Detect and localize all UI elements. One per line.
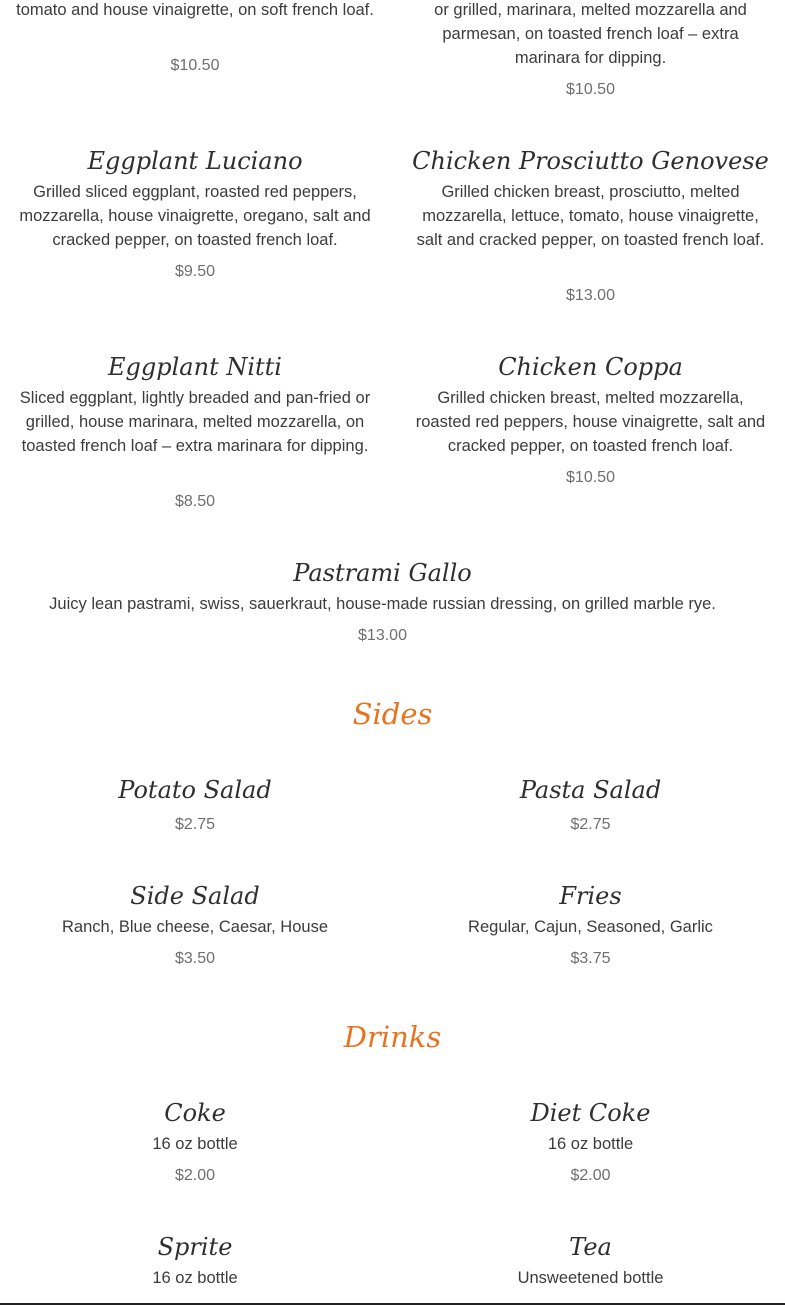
menu-item-name: Chicken Coppa [498,353,683,381]
section-title-drinks: Drinks [343,1020,442,1054]
menu-item-name: Coke [164,1099,226,1127]
menu-item-description: Ranch, Blue cheese, Caesar, House [62,918,328,936]
menu-item-description: 16 oz bottle [547,1135,634,1153]
menu-item-description: Grilled chicken breast, prosciutto, melted mozzarella, lettuce, tomato, house vinaigrette, salt and cracked pepper, on toasted french loaf. [416,183,765,249]
menu-item-name: Pasta Salad [519,776,662,804]
menu-item-name: Eggplant Luciano [87,147,303,175]
menu-item-name: Chicken Prosciutto Genovese [412,147,769,175]
menu-item-description: or grilled, marinara, melted mozzarella and parmesan, on toasted french loaf – extra marinara for dipping. [434,1,747,67]
menu-item-price: $2.75 [174,816,216,833]
menu-item-description: Grilled sliced eggplant, roasted red peppers, mozzarella, house vinaigrette, oregano, salt and cracked pepper, on toasted french loaf. [19,183,371,249]
menu-item-price: $13.00 [566,287,615,304]
menu-item-name: Eggplant Nitti [108,353,282,381]
menu-item-description: Unsweetened bottle [517,1269,664,1287]
menu-item-price: $2.00 [570,1167,611,1184]
menu-item-name: Side Salad [130,882,260,910]
menu-item-description: Sliced eggplant, lightly breaded and pan-fried or grilled, house marinara, melted mozzarella, on toasted french loaf – extra marinara for dipping. [19,389,371,455]
menu-item-price: $9.50 [174,263,216,280]
menu-item-description: tomato and house vinaigrette, on soft french loaf. [16,1,374,19]
menu-item-price: $13.00 [358,627,407,644]
menu-item-description: Regular, Cajun, Seasoned, Garlic [468,918,713,936]
menu-item-name: Fries [559,882,622,910]
menu-item-price: $3.50 [174,950,216,967]
menu-item-name: Tea [569,1233,612,1261]
menu-item-price: $10.50 [566,469,615,486]
menu-item-name: Sprite [157,1233,233,1261]
menu-item-name: Potato Salad [118,776,272,804]
menu-item-description: 16 oz bottle [152,1269,238,1287]
menu-item-description: Juicy lean pastrami, swiss, sauerkraut, house-made russian dressing, on grilled marble rye. [49,595,716,613]
menu-item-description: Grilled chicken breast, melted mozzarella, roasted red peppers, house vinaigrette, salt and cracked pepper, on toasted french loaf. [415,389,766,455]
menu-item-price: $10.50 [170,57,220,74]
menu-item-price: $2.00 [174,1167,216,1184]
menu-item-name: Pastrami Gallo [293,559,472,587]
menu-item-price: $2.75 [570,816,611,833]
menu-item-price: $3.75 [570,950,611,967]
menu-item-name: Diet Coke [530,1099,651,1127]
menu-item-price: $10.50 [566,81,615,98]
section-title-sides: Sides [352,697,433,731]
menu-item-price: $8.50 [174,493,216,510]
menu-item-description: 16 oz bottle [152,1135,238,1153]
